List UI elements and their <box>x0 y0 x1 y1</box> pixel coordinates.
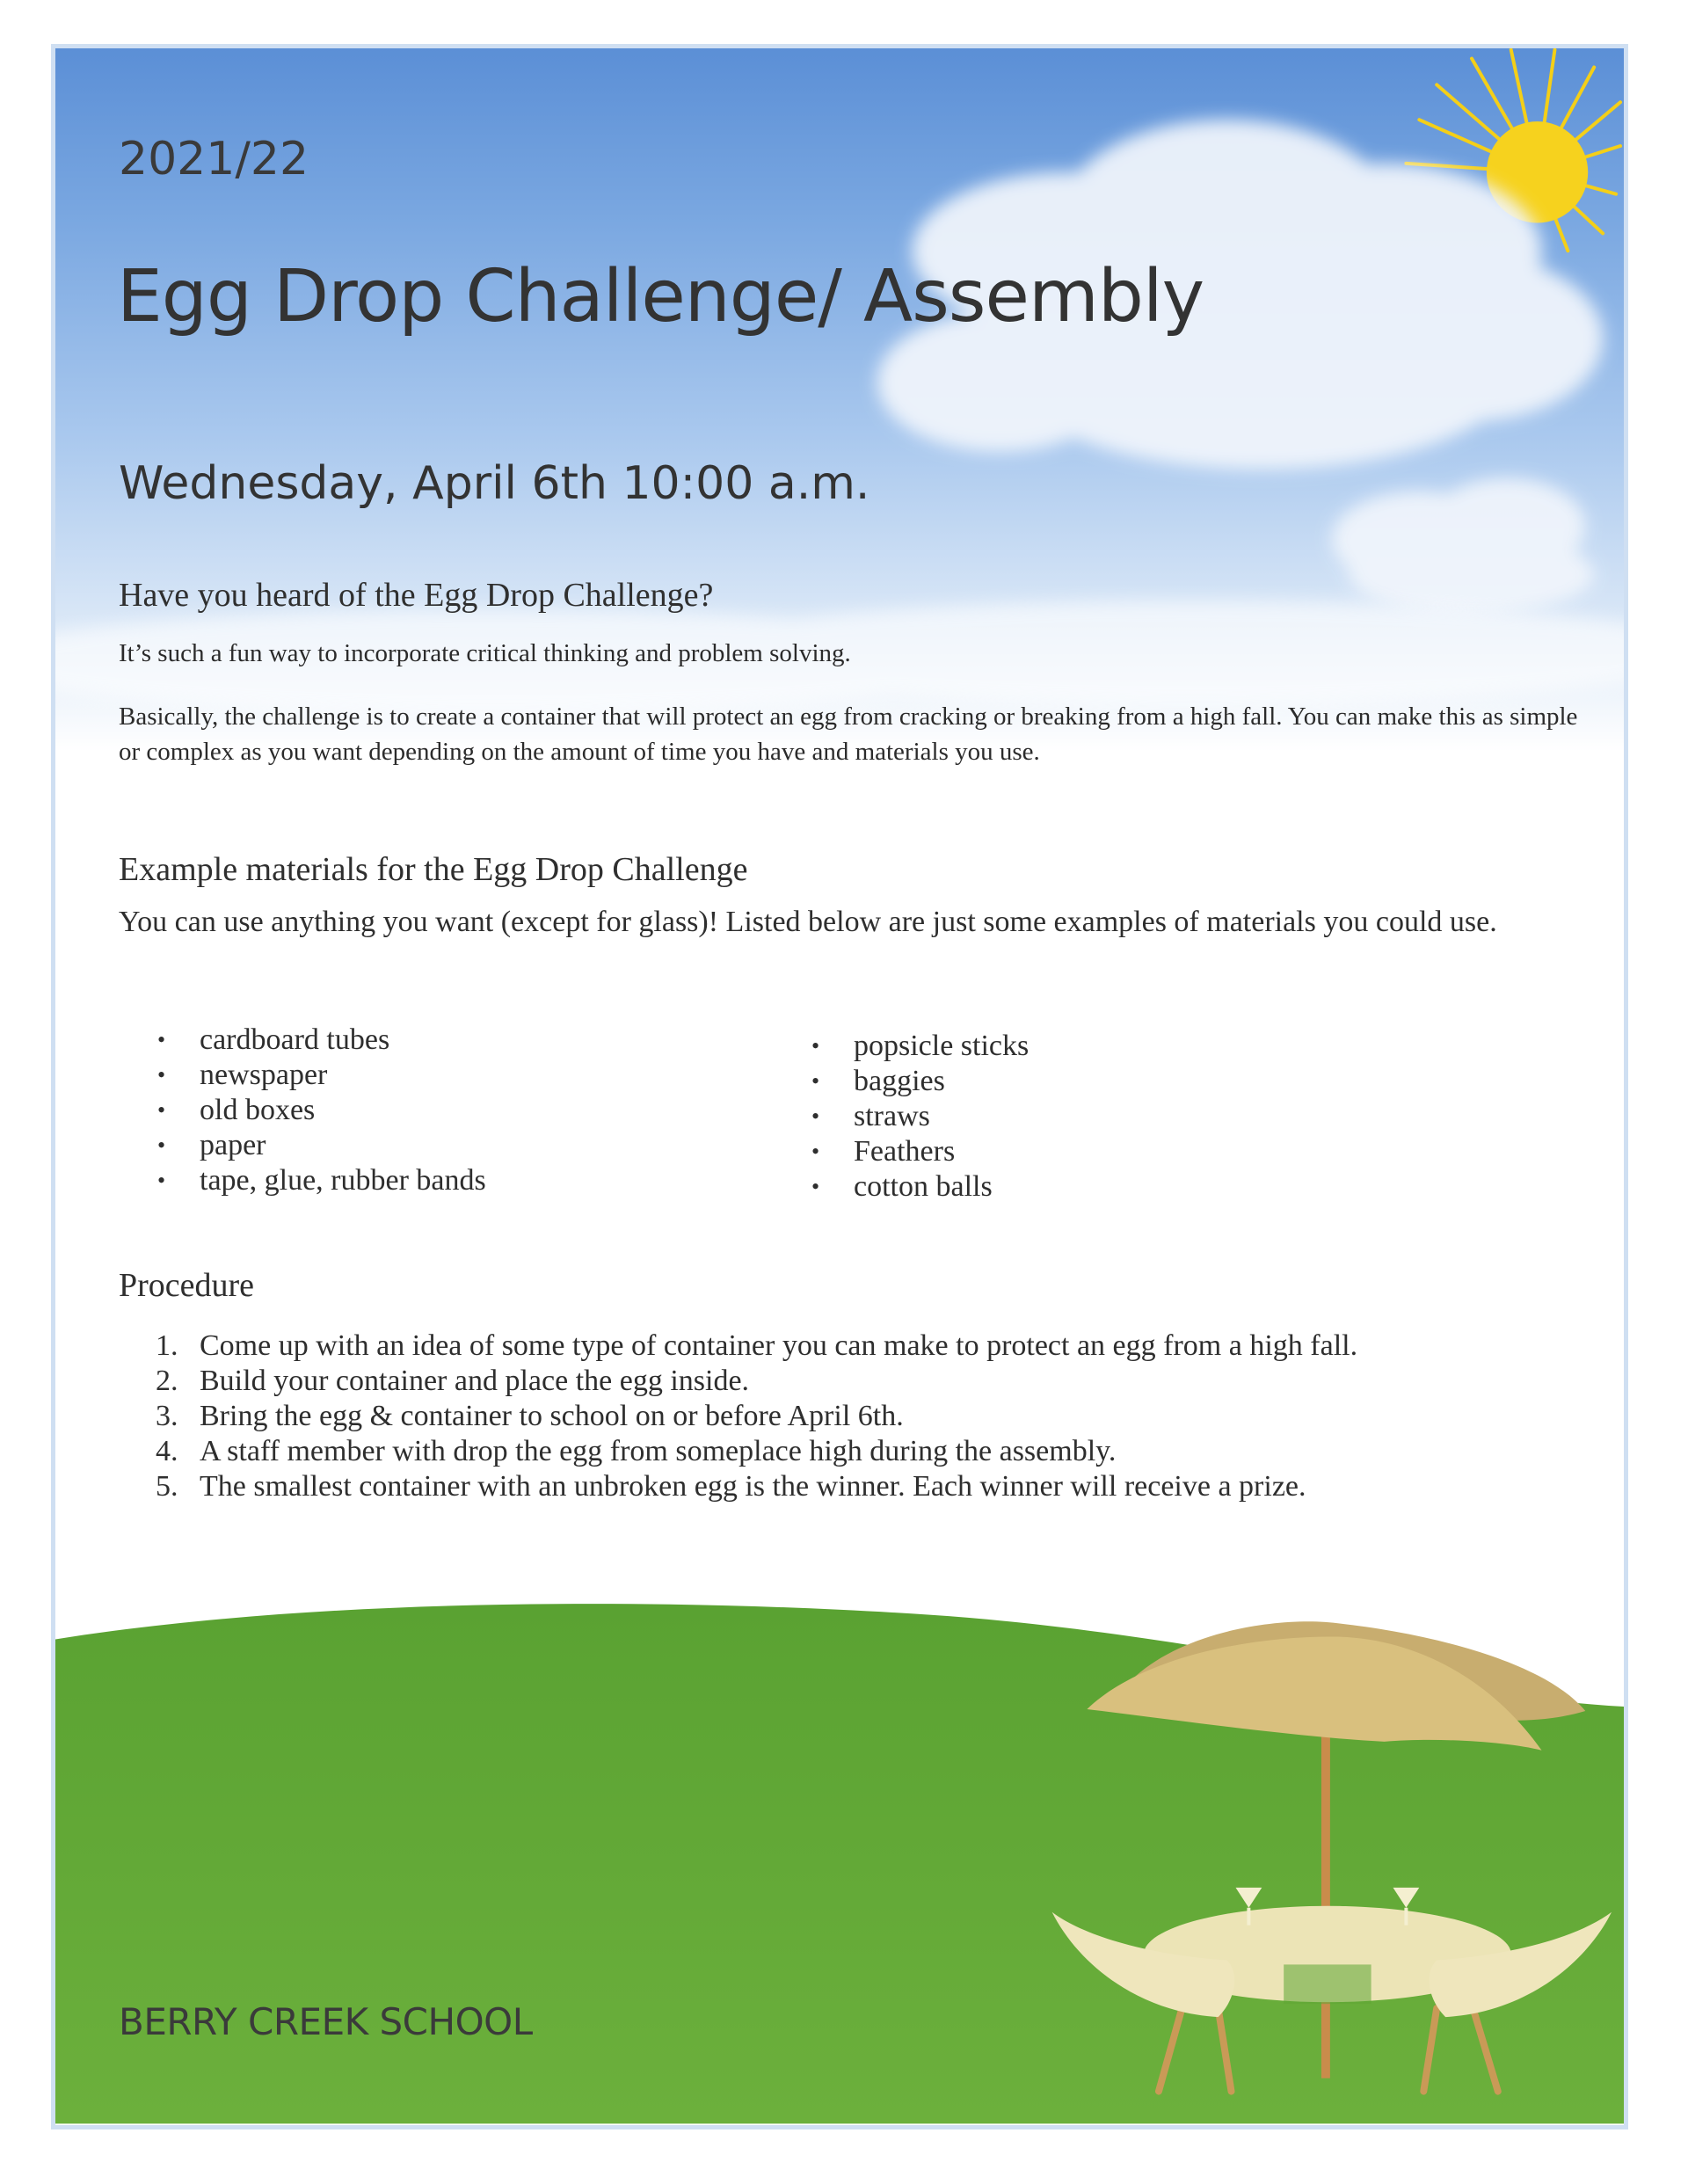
step-number: 1. <box>156 1329 178 1362</box>
procedure-step <box>119 1364 1357 1399</box>
materials-list-right <box>773 1029 1029 1205</box>
materials-heading: Example materials for the Egg Drop Challenge <box>119 851 748 888</box>
school-year: 2021/22 <box>119 133 309 186</box>
procedure-heading: Procedure <box>119 1267 255 1304</box>
step-number: 5. <box>156 1470 178 1503</box>
step-text: The smallest container with an unbroken egg is the winner. Each winner will receive a prize. <box>200 1470 1306 1503</box>
step-text: A staff member with drop the egg from someplace high during the assembly. <box>200 1435 1117 1467</box>
school-name: BERRY CREEK SCHOOL <box>119 2000 533 2043</box>
procedure-step <box>119 1329 1357 1364</box>
flyer-page <box>51 44 1628 2129</box>
event-date-time: Wednesday, April 6th 10:00 a.m. <box>119 457 870 510</box>
materials-list-left <box>119 1023 486 1198</box>
list-item: • paper <box>119 1128 486 1163</box>
list-item: • newspaper <box>119 1058 486 1093</box>
step-text: Build your container and place the egg inside. <box>200 1365 750 1397</box>
intro-paragraph-1: It’s such a fun way to incorporate critical thinking and problem solving. <box>119 639 851 667</box>
step-number: 3. <box>156 1400 178 1432</box>
procedure-step <box>119 1469 1357 1504</box>
procedure-steps <box>119 1329 1357 1504</box>
list-item: • baggies <box>773 1064 1029 1099</box>
list-item: • straws <box>773 1099 1029 1134</box>
list-item: • old boxes <box>119 1093 486 1128</box>
list-item: • Feathers <box>773 1134 1029 1169</box>
small-cloud <box>1332 478 1594 614</box>
procedure-step <box>119 1434 1357 1469</box>
list-item: • cotton balls <box>773 1169 1029 1205</box>
step-number: 4. <box>156 1435 178 1467</box>
intro-heading: Have you heard of the Egg Drop Challenge? <box>119 577 714 614</box>
list-item: • cardboard tubes <box>119 1023 486 1058</box>
list-item: • popsicle sticks <box>773 1029 1029 1064</box>
list-item: • tape, glue, rubber bands <box>119 1163 486 1198</box>
page-title: Egg Drop Challenge/ Assembly <box>117 255 1204 339</box>
intro-paragraph-2: Basically, the challenge is to create a container that will protect an egg from cracking or breaking from a high fall. You can make this as simple or complex as you want depending on the amount of time you have and materials you use. <box>119 703 1578 766</box>
procedure-step <box>119 1399 1357 1434</box>
step-text: Come up with an idea of some type of container you can make to protect an egg from a high fall. <box>200 1329 1358 1362</box>
step-number: 2. <box>156 1365 178 1397</box>
step-text: Bring the egg & container to school on or before April 6th. <box>200 1400 904 1432</box>
materials-description: You can use anything you want (except for glass)! Listed below are just some examples of materials you could use. <box>119 906 1497 938</box>
